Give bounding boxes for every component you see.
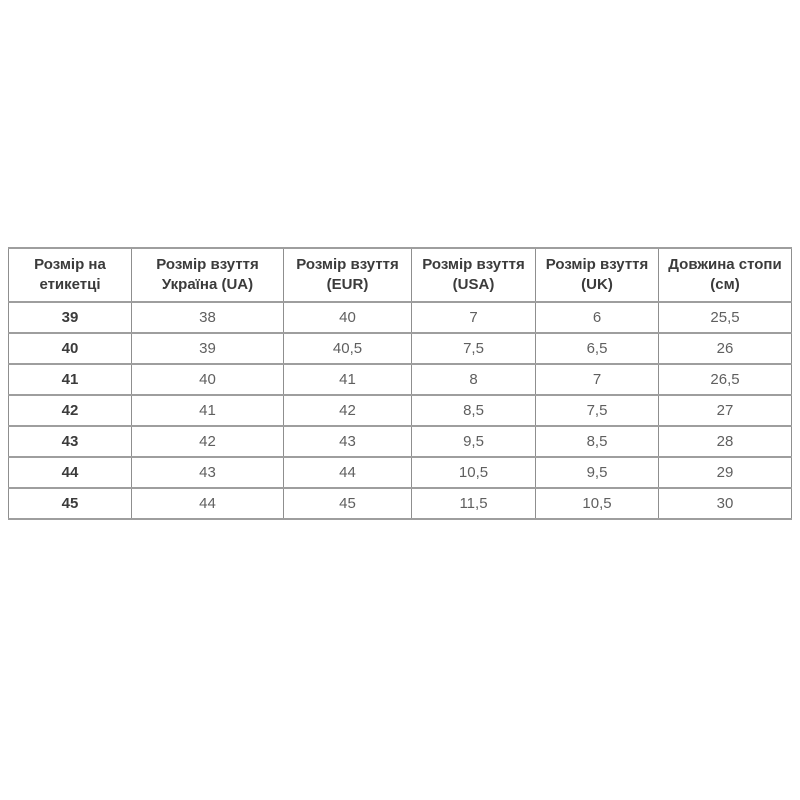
usa-size-cell: 8 (412, 364, 536, 395)
table-row (9, 395, 792, 426)
eur-size-cell: 45 (284, 488, 412, 519)
table-header (9, 248, 792, 302)
eur-size-cell: 44 (284, 457, 412, 488)
usa-size-cell: 11,5 (412, 488, 536, 519)
table-row (9, 302, 792, 333)
ua-size-cell: 43 (132, 457, 284, 488)
column-header-label-size: Розмір на етикетці (9, 248, 132, 302)
shoe-size-conversion-table (8, 247, 792, 520)
foot-length-cell: 30 (659, 488, 792, 519)
uk-size-cell: 7 (536, 364, 659, 395)
eur-size-cell: 40,5 (284, 333, 412, 364)
label-size-cell: 45 (9, 488, 132, 519)
eur-size-cell: 42 (284, 395, 412, 426)
table-row (9, 364, 792, 395)
ua-size-cell: 41 (132, 395, 284, 426)
ua-size-cell: 38 (132, 302, 284, 333)
table-row (9, 457, 792, 488)
table-body (9, 302, 792, 519)
foot-length-cell: 27 (659, 395, 792, 426)
foot-length-cell: 26,5 (659, 364, 792, 395)
label-size-cell: 39 (9, 302, 132, 333)
ua-size-cell: 44 (132, 488, 284, 519)
usa-size-cell: 10,5 (412, 457, 536, 488)
usa-size-cell: 7,5 (412, 333, 536, 364)
uk-size-cell: 7,5 (536, 395, 659, 426)
column-header-ua-size: Розмір взуття Україна (UA) (132, 248, 284, 302)
uk-size-cell: 6 (536, 302, 659, 333)
ua-size-cell: 40 (132, 364, 284, 395)
ua-size-cell: 39 (132, 333, 284, 364)
column-header-foot-length: Довжина стопи (см) (659, 248, 792, 302)
column-header-uk-size: Розмір взуття (UK) (536, 248, 659, 302)
label-size-cell: 40 (9, 333, 132, 364)
foot-length-cell: 25,5 (659, 302, 792, 333)
header-row (9, 248, 792, 302)
uk-size-cell: 9,5 (536, 457, 659, 488)
column-header-eur-size: Розмір взуття (EUR) (284, 248, 412, 302)
eur-size-cell: 43 (284, 426, 412, 457)
label-size-cell: 41 (9, 364, 132, 395)
column-header-usa-size: Розмір взуття (USA) (412, 248, 536, 302)
usa-size-cell: 8,5 (412, 395, 536, 426)
size-chart-container (8, 247, 792, 520)
label-size-cell: 42 (9, 395, 132, 426)
table-row (9, 333, 792, 364)
foot-length-cell: 28 (659, 426, 792, 457)
eur-size-cell: 41 (284, 364, 412, 395)
uk-size-cell: 8,5 (536, 426, 659, 457)
label-size-cell: 44 (9, 457, 132, 488)
table-row (9, 426, 792, 457)
uk-size-cell: 10,5 (536, 488, 659, 519)
table-row (9, 488, 792, 519)
label-size-cell: 43 (9, 426, 132, 457)
usa-size-cell: 9,5 (412, 426, 536, 457)
foot-length-cell: 29 (659, 457, 792, 488)
foot-length-cell: 26 (659, 333, 792, 364)
usa-size-cell: 7 (412, 302, 536, 333)
eur-size-cell: 40 (284, 302, 412, 333)
ua-size-cell: 42 (132, 426, 284, 457)
uk-size-cell: 6,5 (536, 333, 659, 364)
